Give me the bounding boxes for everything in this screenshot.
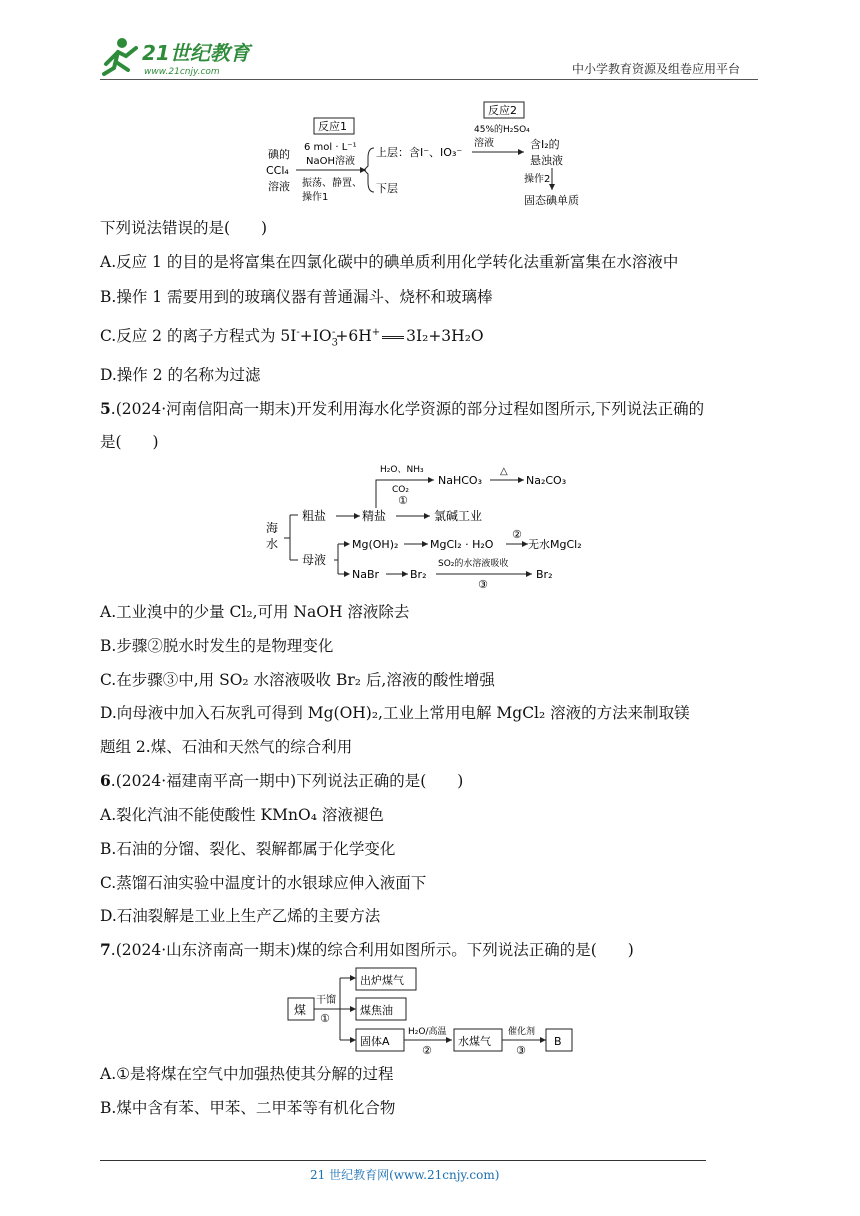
reagent2b-label: 溶液 <box>474 138 494 149</box>
q5-option-c: C.在步骤③中,用 SO₂ 水溶液吸收 Br₂ 后,溶液的酸性增强 <box>100 671 495 689</box>
sea-label: 海 <box>266 521 279 535</box>
upper-layer-label: 上层：含I⁻、IO₃⁻ <box>376 146 463 159</box>
chlor-alkali-label: 氯碱工业 <box>434 509 483 523</box>
na2co3-label: Na₂CO₃ <box>526 474 567 487</box>
q6-stem: 6.(2024·福建南平高一期中)下列说法正确的是( ) <box>100 771 464 790</box>
coal-label: 煤 <box>294 1003 307 1017</box>
top-reagent-label: H₂O、NH₃ <box>380 465 424 475</box>
header-divider <box>100 79 758 80</box>
q4-option-c: C.反应 2 的离子方程式为 $5I^-+IO_3^-+6H^+$ 3I₂+3H₂O <box>100 327 484 349</box>
svg-text:www.21cnjy.com: www.21cnjy.com <box>144 67 220 77</box>
solid-a-label: 固体A <box>360 1035 390 1048</box>
reagent1-label: 6 mol · L⁻¹ <box>304 142 357 153</box>
nabr-label: NaBr <box>352 568 380 581</box>
product1b-label: 悬浊液 <box>530 154 563 167</box>
platform-title: 中小学教育资源及组卷应用平台 <box>572 62 741 76</box>
tar-label: 煤焦油 <box>360 1004 393 1017</box>
heat-symbol: △ <box>500 466 508 477</box>
op1a-label: 振荡、静置、 <box>302 178 362 189</box>
q5-stem: 5.(2024·河南信阳高一期末)开发利用海水化学资源的部分过程如图所示,下列说法正确的 <box>100 399 705 418</box>
reagent2-label: 45%的H₂SO₄ <box>474 125 530 135</box>
coal-utilization-diagram <box>284 964 584 1058</box>
lower-layer-label: 下层 <box>376 182 398 195</box>
anhydrous-mgcl2-label: 无水MgCl₂ <box>528 538 582 551</box>
iodine-extraction-diagram <box>262 98 612 210</box>
q5-option-a: A.工业溴中的少量 Cl₂,可用 NaOH 溶液除去 <box>100 603 410 621</box>
q6-option-b: B.石油的分馏、裂化、裂解都属于化学变化 <box>100 840 396 858</box>
start-label-3: 溶液 <box>268 180 290 193</box>
start-label-1: 碘的 <box>268 148 290 161</box>
mgoh2-label: Mg(OH)₂ <box>352 538 399 551</box>
footer-text[interactable]: 21 世纪教育网(www.21cnjy.com) <box>310 1168 500 1182</box>
q4-option-a: A.反应 1 的目的是将富集在四氯化碳中的碘单质利用化学转化法重新富集在水溶液中 <box>100 253 679 271</box>
step2-label: ② <box>422 1044 432 1057</box>
reaction1-label: 反应1 <box>318 120 347 133</box>
site-logo <box>96 34 256 80</box>
q7-option-a: A.①是将煤在空气中加强热使其分解的过程 <box>100 1065 394 1083</box>
q6-option-d: D.石油裂解是工业上生产乙烯的主要方法 <box>100 907 381 925</box>
step3-label: ③ <box>516 1044 526 1057</box>
step1-label: ① <box>320 1012 330 1025</box>
op2-label: 操作2 <box>524 174 551 185</box>
q7-stem: 7.(2024·山东济南高一期末)煤的综合利用如图所示。下列说法正确的是( ) <box>100 940 634 959</box>
co2-label: CO₂ <box>392 485 409 495</box>
crude-salt-label: 粗盐 <box>302 509 327 523</box>
step2-label: ② <box>512 528 522 541</box>
q4-option-b: B.操作 1 需要用到的玻璃仪器有普通漏斗、烧杯和玻璃棒 <box>100 288 493 306</box>
gas-label: 出炉煤气 <box>360 974 404 987</box>
start-label-2: CCl₄ <box>266 164 289 177</box>
svg-text:21世纪教育: 21世纪教育 <box>142 41 250 65</box>
mgcl2h2o-label: MgCl₂ · H₂O <box>430 538 494 551</box>
runner-icon <box>104 38 136 74</box>
fine-salt-label: 精盐 <box>362 509 387 523</box>
nahco3-label: NaHCO₃ <box>438 474 482 487</box>
seawater-resources-diagram <box>262 460 602 590</box>
q5-option-d: D.向母液中加入石灰乳可得到 Mg(OH)₂,工业上常用电解 MgCl₂ 溶液的方法来制取镁 <box>100 704 690 722</box>
dry-distill-label: 干馏 <box>316 995 336 1006</box>
b-label: B <box>554 1035 562 1048</box>
q4-option-d: D.操作 2 的名称为过滤 <box>100 366 261 384</box>
q5-stem-cont: 是( ) <box>100 433 159 451</box>
product2-label: 固态碘单质 <box>524 194 579 207</box>
op1b-label: 操作1 <box>302 192 329 203</box>
q6-option-a: A.裂化汽油不能使酸性 KMnO₄ 溶液褪色 <box>100 806 384 824</box>
reaction2-label: 反应2 <box>488 104 517 117</box>
group2-heading: 题组 2.煤、石油和天然气的综合利用 <box>100 738 353 756</box>
br2-label-1: Br₂ <box>410 568 427 581</box>
reagent1b-label: NaOH溶液 <box>306 156 355 167</box>
so2-absorb-label: SO₂的水溶液吸收 <box>438 559 509 569</box>
footer-divider <box>100 1160 706 1161</box>
product1-label: 含I₂的 <box>530 138 560 151</box>
mother-liquor-label: 母液 <box>302 553 327 567</box>
q6-option-c: C.蒸馏石油实验中温度计的水银球应伸入液面下 <box>100 874 427 892</box>
catalyst-label: 催化剂 <box>508 1027 536 1037</box>
br2-label-2: Br₂ <box>536 568 553 581</box>
water-label: 水 <box>266 537 279 551</box>
step1-label: ① <box>398 494 408 507</box>
q4-stem: 下列说法错误的是( ) <box>100 219 268 237</box>
q5-option-b: B.步骤②脱水时发生的是物理变化 <box>100 637 334 655</box>
step3-label: ③ <box>478 578 488 590</box>
cond2-label: H₂O/高温 <box>408 1027 447 1037</box>
water-gas-label: 水煤气 <box>458 1035 491 1048</box>
q7-option-b: B.煤中含有苯、甲苯、二甲苯等有机化合物 <box>100 1099 396 1117</box>
